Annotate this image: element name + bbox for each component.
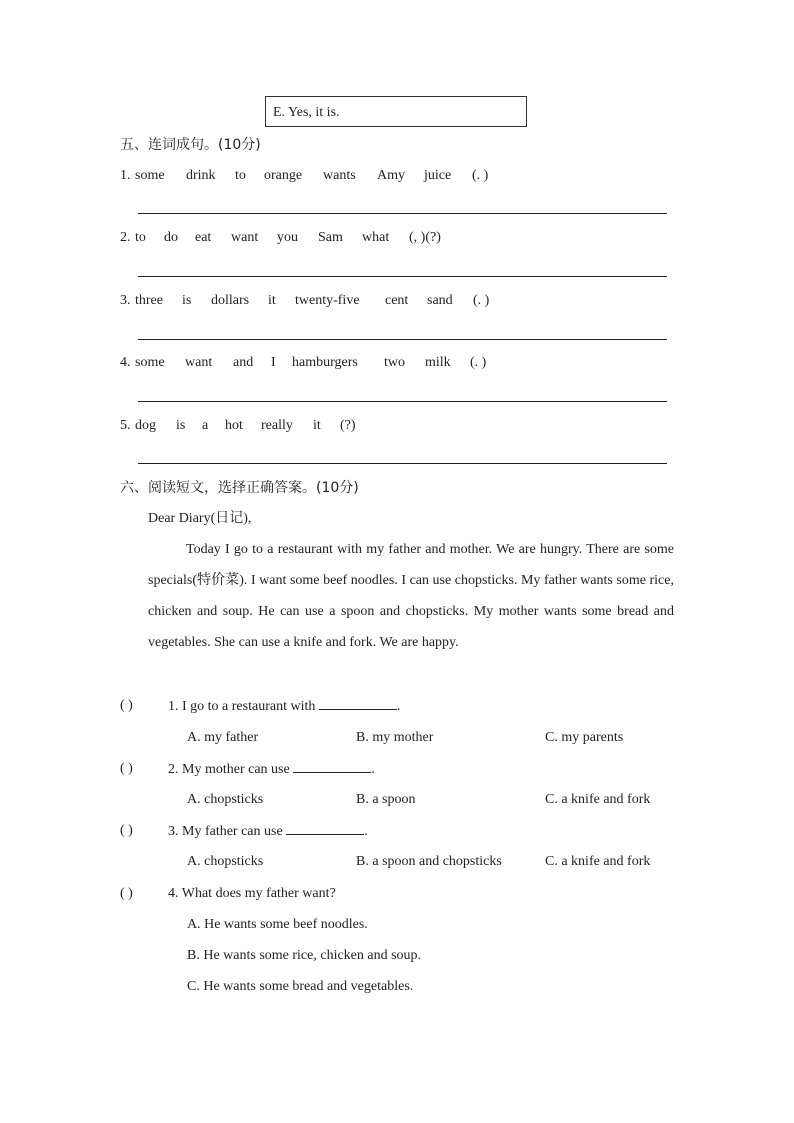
question-4: 4. What does my father want?	[168, 886, 336, 901]
word: some	[135, 355, 165, 370]
option-c[interactable]: C. a knife and fork	[545, 854, 651, 869]
question-2	[168, 760, 375, 779]
word: eat	[195, 230, 212, 245]
word: I	[271, 355, 276, 370]
word: hot	[225, 418, 243, 433]
word: want	[231, 230, 259, 245]
answer-bracket[interactable]: ( )	[120, 886, 133, 901]
answer-line-3[interactable]	[138, 339, 667, 340]
answer-line-2[interactable]	[138, 276, 667, 277]
word: drink	[186, 168, 216, 183]
word: dollars	[211, 293, 250, 308]
word: to	[135, 230, 146, 245]
option-a[interactable]: A. my father	[187, 730, 259, 745]
word: dog	[135, 418, 156, 433]
word: Sam	[318, 230, 343, 245]
word: it	[313, 418, 321, 433]
question-1	[168, 697, 400, 716]
option-a[interactable]: A. chopsticks	[187, 792, 264, 807]
item-number: 4.	[120, 355, 131, 370]
fill-blank[interactable]	[286, 822, 364, 835]
word: and	[233, 355, 254, 370]
fill-blank[interactable]	[319, 697, 397, 710]
option-c[interactable]: C. a knife and fork	[545, 792, 651, 807]
question-end: .	[396, 699, 401, 714]
item-number: 5.	[120, 418, 131, 433]
word: you	[277, 230, 298, 245]
word: wants	[323, 168, 356, 183]
section-6-title: 六、阅读短文，选择正确答案。(10分)	[120, 480, 359, 496]
word: to	[235, 168, 246, 183]
word: a	[202, 418, 209, 433]
word: two	[384, 355, 405, 370]
question-stem: 3. My father can use	[168, 824, 283, 839]
question-stem: 2. My mother can use	[168, 762, 290, 777]
word: (. )	[470, 355, 487, 370]
word: really	[261, 418, 293, 433]
option-a[interactable]: A. He wants some beef noodles.	[187, 917, 368, 932]
reading-passage	[148, 534, 674, 658]
word: sand	[427, 293, 453, 308]
option-a[interactable]: A. chopsticks	[187, 854, 264, 869]
word: (. )	[473, 293, 490, 308]
option-c[interactable]: C. my parents	[545, 730, 624, 745]
word: juice	[424, 168, 452, 183]
item-number: 1.	[120, 168, 131, 183]
option-b[interactable]: B. He wants some rice, chicken and soup.	[187, 948, 422, 963]
item-number: 2.	[120, 230, 131, 245]
word: some	[135, 168, 165, 183]
word: want	[185, 355, 213, 370]
option-b[interactable]: B. a spoon and chopsticks	[356, 854, 502, 869]
word: is	[182, 293, 192, 308]
option-b[interactable]: B. my mother	[356, 730, 434, 745]
word: three	[135, 293, 163, 308]
question-end: .	[364, 824, 368, 839]
diary-greeting: Dear Diary(日记),	[148, 511, 252, 526]
word: twenty-five	[295, 293, 360, 308]
option-c[interactable]: C. He wants some bread and vegetables.	[187, 979, 414, 994]
option-e-box: E. Yes, it is.	[265, 96, 527, 127]
question-stem: 1. I go to a restaurant with	[168, 699, 316, 714]
answer-line-1[interactable]	[138, 213, 667, 214]
passage-text: Today I go to a restaurant with my father and mother. We are hungry. There are some specials(特价菜). I want some beef noodles. I can use chopsticks. My father wants some rice, chicken and soup. He can use a spoon and chopsticks. My mother wants some bread and vegetables. She can use a knife and fork. We are happy.	[148, 542, 674, 650]
word: what	[362, 230, 390, 245]
answer-bracket[interactable]: ( )	[120, 698, 133, 713]
option-b[interactable]: B. a spoon	[356, 792, 416, 807]
answer-line-5[interactable]	[138, 463, 667, 464]
word: Amy	[377, 168, 405, 183]
section-5-title: 五、连词成句。(10分)	[120, 137, 261, 153]
word: it	[268, 293, 276, 308]
word: (?)	[340, 418, 356, 433]
question-3	[168, 822, 368, 841]
word: hamburgers	[292, 355, 358, 370]
word: do	[164, 230, 178, 245]
answer-bracket[interactable]: ( )	[120, 761, 133, 776]
answer-line-4[interactable]	[138, 401, 667, 402]
answer-bracket[interactable]: ( )	[120, 823, 133, 838]
word: (. )	[472, 168, 489, 183]
word: is	[176, 418, 186, 433]
question-end: .	[371, 762, 375, 777]
word: orange	[264, 168, 303, 183]
word: cent	[385, 293, 409, 308]
word: milk	[425, 355, 451, 370]
word: (, )(?)	[409, 230, 441, 245]
item-number: 3.	[120, 293, 131, 308]
fill-blank[interactable]	[293, 760, 371, 773]
